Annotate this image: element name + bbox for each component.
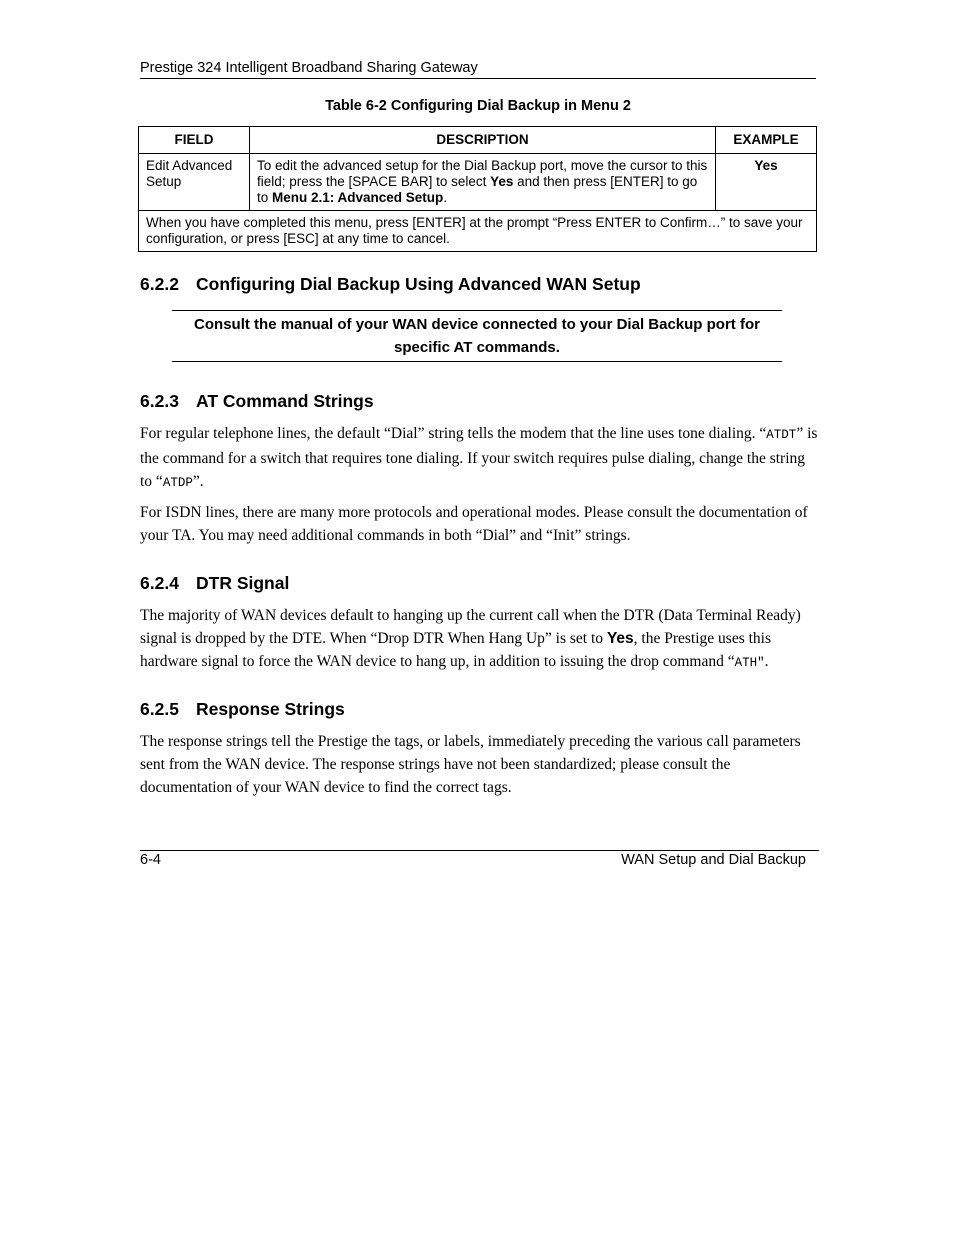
desc-text-1: To edit the advanced setup for the Dial Backup port, move the cursor to this field; press the [SPACE BAR] to select: [257, 158, 708, 189]
table-header-row: [139, 127, 817, 154]
section-number: 6.2.3: [140, 391, 179, 411]
section-heading-6-2-4: [140, 573, 289, 594]
section-heading-6-2-5: [140, 699, 345, 720]
text-run: The majority of WAN devices default to hanging up the current call when the DTR (Data Terminal Ready) signal is dropped by the DTE. When “Drop DTR When Hang Up” is set to: [140, 607, 801, 647]
table-footer-row: [139, 211, 817, 252]
desc-bold-yes: Yes: [490, 174, 514, 189]
text-run: .: [764, 653, 769, 670]
paragraph-isdn: For ISDN lines, there are many more protocols and operational modes. Please consult the documentation of your TA. You may need additional commands in both “Dial” and “Init” strings.: [140, 504, 808, 544]
code-atdt: ATDT: [766, 428, 797, 442]
text-run: ”.: [192, 473, 204, 490]
table-row: [139, 154, 817, 211]
code-ath: ATH": [734, 656, 765, 670]
table-footer-note: When you have completed this menu, press [ENTER] at the prompt “Press ENTER to Confirm…” to save your configuration, or press [ESC] at any time to cancel.: [139, 211, 817, 252]
text-run: For regular telephone lines, the default “Dial” string tells the modem that the line uses tone dialing. “: [140, 425, 767, 442]
note-box: Consult the manual of your WAN device connected to your Dial Backup port for specific AT commands.: [172, 310, 782, 362]
section-number: 6.2.4: [140, 573, 179, 593]
paragraph-dtr: [140, 604, 820, 675]
code-atdp: ATDP: [162, 476, 193, 490]
column-header-description: DESCRIPTION: [250, 127, 716, 154]
cell-example: Yes: [716, 154, 817, 211]
chapter-title: WAN Setup and Dial Backup: [621, 852, 806, 868]
desc-bold-menu: Menu 2.1: Advanced Setup: [272, 190, 444, 205]
text-run: ” is the command for a switch that requires tone dialing. If your switch requires pulse dialing, change the string to “: [140, 425, 818, 490]
text-run: , the Prestige uses this hardware signal to force the WAN device to hang up, in addition to issuing the drop command “: [140, 630, 772, 670]
footer-rule: [140, 850, 819, 851]
section-number: 6.2.5: [140, 699, 179, 719]
paragraph-at-commands: [140, 422, 820, 495]
paragraph-response-strings: The response strings tell the Prestige the tags, or labels, immediately preceding the various call parameters sent from the WAN device. The response strings have not been standardized; please consult the documentation of your WAN device to find the correct tags.: [140, 733, 801, 796]
desc-text-3: .: [443, 190, 448, 205]
config-table: [138, 126, 817, 252]
page-number: 6-4: [140, 852, 161, 868]
desc-text-2: and then press [ENTER] to go to: [257, 174, 698, 205]
section-heading-6-2-3: [140, 391, 374, 412]
running-header: Prestige 324 Intelligent Broadband Sharing Gateway: [140, 60, 816, 79]
bold-yes: Yes: [606, 630, 634, 647]
cell-description: [250, 154, 716, 211]
column-header-field: FIELD: [139, 127, 250, 154]
section-title: DTR Signal: [196, 573, 290, 593]
section-title: Response Strings: [196, 699, 345, 719]
section-heading-6-2-2: [140, 274, 641, 295]
section-title: Configuring Dial Backup Using Advanced WAN Setup: [196, 274, 641, 294]
cell-field: Edit Advanced Setup: [139, 154, 250, 211]
section-title: AT Command Strings: [196, 391, 374, 411]
table-caption: Table 6-2 Configuring Dial Backup in Menu 2: [325, 98, 631, 114]
column-header-example: EXAMPLE: [716, 127, 817, 154]
section-number: 6.2.2: [140, 274, 179, 294]
